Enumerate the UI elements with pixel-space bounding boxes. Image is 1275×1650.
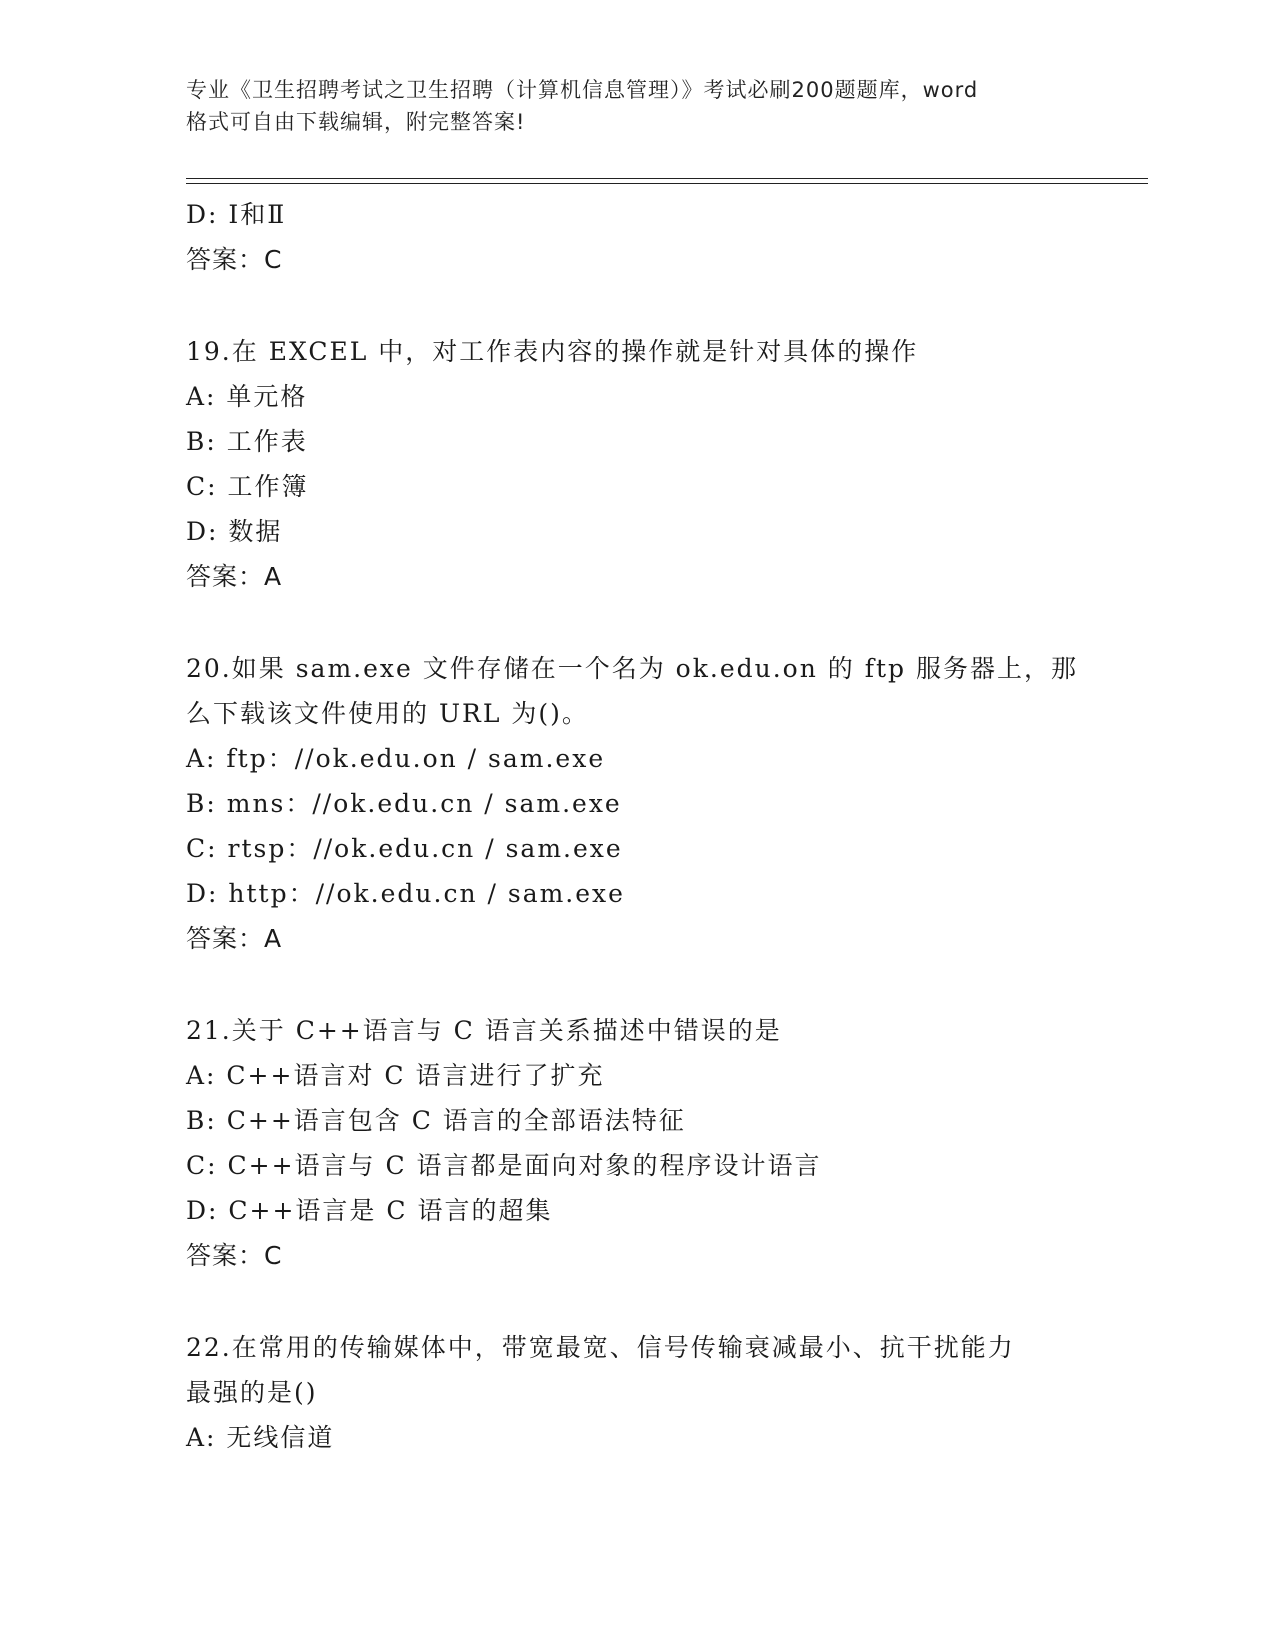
page-header (186, 74, 1086, 138)
question-text-line-1: 22.在常用的传输媒体中，带宽最宽、信号传输衰减最小、抗干扰能力 (186, 1333, 1015, 1362)
option-d: D: C++语言是 C 语言的超集 (186, 1196, 553, 1225)
option-d: D: Ⅰ和Ⅱ (186, 200, 287, 229)
answer-line: 答案：C (186, 1241, 283, 1270)
question-21 (186, 1008, 1086, 1278)
header-divider (186, 178, 1148, 184)
option-c: C: C++语言与 C 语言都是面向对象的程序设计语言 (186, 1151, 822, 1180)
option-a: A: ftp：//ok.edu.on / sam.exe (186, 744, 606, 773)
header-line-1: 专业《卫生招聘考试之卫生招聘（计算机信息管理）》考试必刷200题题库，word (186, 78, 979, 102)
answer-line: 答案：A (186, 562, 283, 591)
option-b: B: mns：//ok.edu.cn / sam.exe (186, 789, 622, 818)
answer-line: 答案：C (186, 245, 283, 274)
question-text-line-1: 20.如果 sam.exe 文件存储在一个名为 ok.edu.on 的 ftp 服务器上，那 (186, 654, 1078, 683)
option-a: A: 单元格 (186, 382, 308, 411)
question-19 (186, 329, 1086, 599)
option-d: D: http：//ok.edu.cn / sam.exe (186, 879, 625, 908)
option-b: B: C++语言包含 C 语言的全部语法特征 (186, 1106, 686, 1135)
header-line-2: 格式可自由下载编辑，附完整答案! (186, 110, 526, 134)
option-c: C: 工作簿 (186, 472, 309, 501)
question-22 (186, 1325, 1086, 1460)
option-a: A: C++语言对 C 语言进行了扩充 (186, 1061, 605, 1090)
option-a: A: 无线信道 (186, 1423, 335, 1452)
option-d: D: 数据 (186, 517, 283, 546)
question-20 (186, 646, 1086, 961)
question-text: 19.在 EXCEL 中，对工作表内容的操作就是针对具体的操作 (186, 337, 919, 366)
option-c: C: rtsp：//ok.edu.cn / sam.exe (186, 834, 623, 863)
question-list (186, 192, 1086, 1460)
previous-question-tail (186, 192, 1086, 282)
option-b: B: 工作表 (186, 427, 308, 456)
question-text-line-2: 么下载该文件使用的 URL 为()。 (186, 699, 589, 728)
question-text-line-2: 最强的是() (186, 1378, 318, 1407)
answer-line: 答案：A (186, 924, 283, 953)
question-text: 21.关于 C++语言与 C 语言关系描述中错误的是 (186, 1016, 782, 1045)
